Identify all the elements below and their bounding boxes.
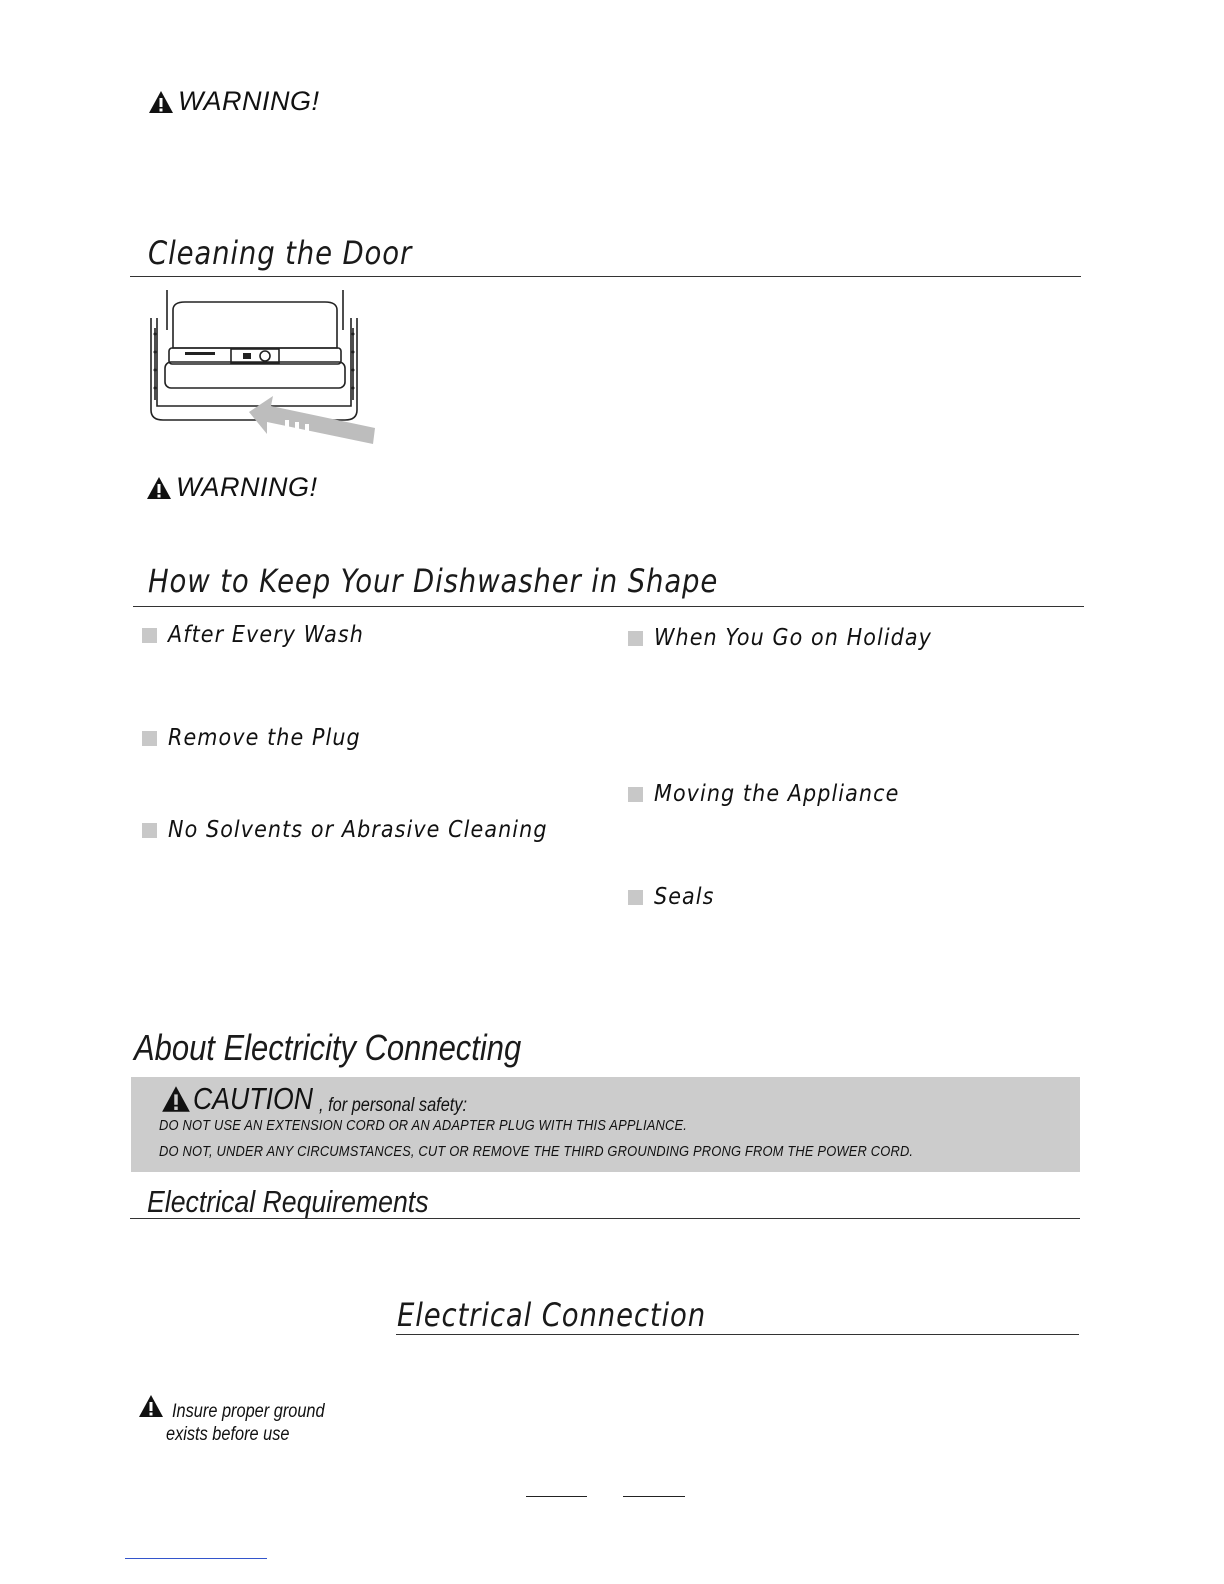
section-title-keep-shape: How to Keep Your Dishwasher in Shape bbox=[148, 562, 719, 600]
warning-heading-top bbox=[148, 86, 320, 117]
list-item-holiday bbox=[628, 625, 963, 651]
caution-label: CAUTION bbox=[193, 1081, 313, 1116]
ground-note-line-2: exists before use bbox=[166, 1424, 290, 1445]
footer-link-underline bbox=[125, 1558, 267, 1559]
warning-triangle-icon bbox=[146, 476, 172, 500]
list-item-label: After Every Wash bbox=[168, 622, 365, 648]
square-bullet-icon bbox=[628, 631, 643, 646]
list-item-label: Remove the Plug bbox=[168, 725, 361, 751]
square-bullet-icon bbox=[142, 731, 157, 746]
warning-triangle-icon bbox=[148, 90, 174, 114]
list-item-seals bbox=[628, 884, 721, 910]
square-bullet-icon bbox=[628, 890, 643, 905]
section-divider bbox=[130, 276, 1081, 277]
square-bullet-icon bbox=[142, 628, 157, 643]
caution-line-2: DO NOT, UNDER ANY CIRCUMSTANCES, CUT OR REMOVE THE THIRD GROUNDING PRONG FROM THE POWER CORD. bbox=[159, 1143, 914, 1160]
warning-label: WARNING! bbox=[176, 472, 318, 502]
list-item-label: Seals bbox=[654, 884, 715, 910]
square-bullet-icon bbox=[142, 823, 157, 838]
section-divider bbox=[130, 1218, 1080, 1219]
caution-line-1: DO NOT USE AN EXTENSION CORD OR AN ADAPTER PLUG WITH THIS APPLIANCE. bbox=[159, 1117, 688, 1134]
list-item-label: When You Go on Holiday bbox=[654, 625, 932, 651]
list-item-no-solvents bbox=[142, 817, 590, 843]
section-title-electrical-connection: Electrical Connection bbox=[397, 1296, 707, 1334]
caution-subtitle: , for personal safety: bbox=[318, 1095, 467, 1116]
section-title-cleaning-door: Cleaning the Door bbox=[148, 234, 413, 272]
warning-triangle-icon bbox=[161, 1085, 191, 1113]
section-divider bbox=[133, 606, 1084, 607]
caution-box bbox=[131, 1077, 1080, 1172]
warning-triangle-icon bbox=[138, 1394, 164, 1418]
page-number-line-left bbox=[526, 1496, 587, 1497]
list-item-label: No Solvents or Abrasive Cleaning bbox=[168, 817, 548, 843]
square-bullet-icon bbox=[628, 787, 643, 802]
list-item-after-wash bbox=[142, 622, 386, 648]
caution-title bbox=[161, 1081, 491, 1117]
section-divider bbox=[396, 1334, 1079, 1335]
list-item-remove-plug bbox=[142, 725, 382, 751]
section-title-electrical-requirements: Electrical Requirements bbox=[147, 1184, 429, 1219]
warning-heading-middle bbox=[146, 472, 318, 503]
warning-label: WARNING! bbox=[178, 86, 320, 116]
page-number-line-right bbox=[623, 1496, 685, 1497]
ground-note-line-1: Insure proper ground bbox=[172, 1401, 325, 1422]
door-illustration bbox=[145, 288, 377, 448]
list-item-label: Moving the Appliance bbox=[654, 781, 900, 807]
section-title-about-electricity: About Electricity Connecting bbox=[134, 1027, 522, 1068]
list-item-moving bbox=[628, 781, 927, 807]
